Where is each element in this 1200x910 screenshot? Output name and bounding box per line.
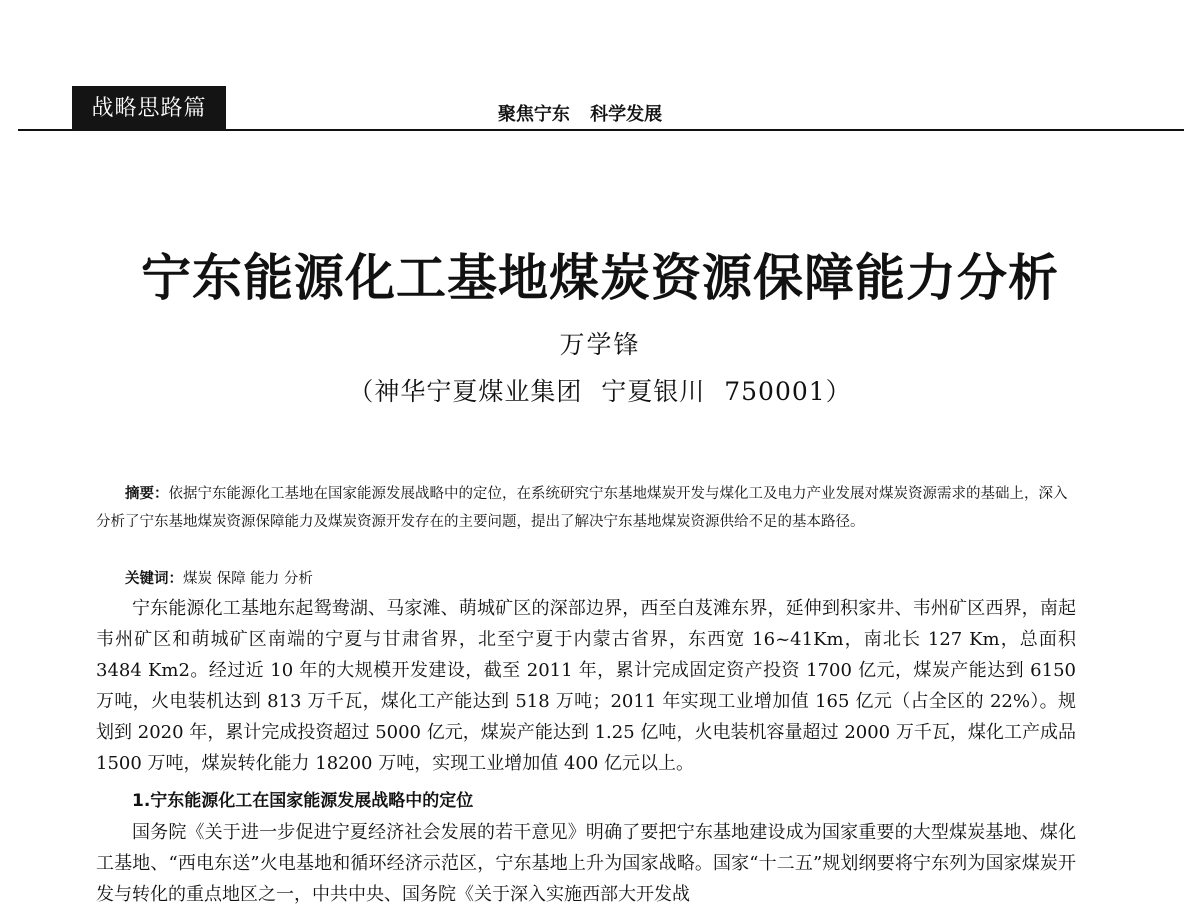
header-rule-left (18, 129, 72, 131)
abstract (96, 480, 1076, 536)
keywords-label: 关键词： (125, 570, 183, 587)
article-title: 宁东能源化工基地煤炭资源保障能力分析 (141, 248, 1059, 307)
keywords-text: 煤炭 保障 能力 分析 (183, 571, 313, 587)
abstract-text: 依据宁东能源化工基地在国家能源发展战略中的定位，在系统研究宁东基地煤炭开发与煤化工及电力产业发展对煤炭资源需求的基础上，深入分析了宁东基地煤炭资源保障能力及煤炭资源开发存在的主要问题，提出了解决宁东基地煤炭资源供给不足的基本路径。 (96, 486, 1068, 530)
header-rule-right (226, 129, 1184, 131)
body-paragraph-1: 宁东能源化工基地东起鸳鸯湖、马家滩、萌城矿区的深部边界，西至白芨滩东界，延伸到积家井、韦州矿区西界，南起韦州矿区和萌城矿区南端的宁夏与甘肃省界，北至宁夏于内蒙古省界，东西宽 16~41Km，南北长 127 Km，总面积 3484 Km2。经过近 10 年的大规模开发建设，截至 2011 年，累计完成固定资产投资 1700 亿元，煤炭产能达到 6150 万吨，火电装机达到 813 万千瓦，煤化工产能达到 518 万吨；2011 年实现工业增加值 165 亿元（占全区的 22%）。规划到 2020 年，累计完成投资超过 5000 亿元，煤炭产能达到 1.25 亿吨，火电装机容量超过 2000 万千瓦，煤化工产成品 1500 万吨，煤炭转化能力 18200 万吨，实现工业增加值 400 亿元以上。 (96, 598, 1076, 774)
keywords (96, 565, 1076, 593)
abstract-label: 摘要： (125, 485, 169, 502)
body-paragraph-2: 国务院《关于进一步促进宁夏经济社会发展的若干意见》明确了要把宁东基地建设成为国家重要的大型煤炭基地、煤化工基地、“西电东送”火电基地和循环经济示范区，宁东基地上升为国家战略。国家“十二五”规划纲要将宁东列为国家煤炭开发与转化的重点地区之一，中共中央、国务院《关于深入实施西部大开发战 (96, 822, 1076, 905)
section-heading-1: 1.宁东能源化工在国家能源发展战略中的定位 (132, 791, 474, 811)
author-name: 万学锋 (559, 330, 641, 359)
section-tab: 战略思路篇 (72, 86, 226, 131)
author-affiliation: （神华宁夏煤业集团 宁夏银川 750001） (348, 377, 852, 406)
running-title: 聚焦宁东 科学发展 (497, 104, 663, 125)
